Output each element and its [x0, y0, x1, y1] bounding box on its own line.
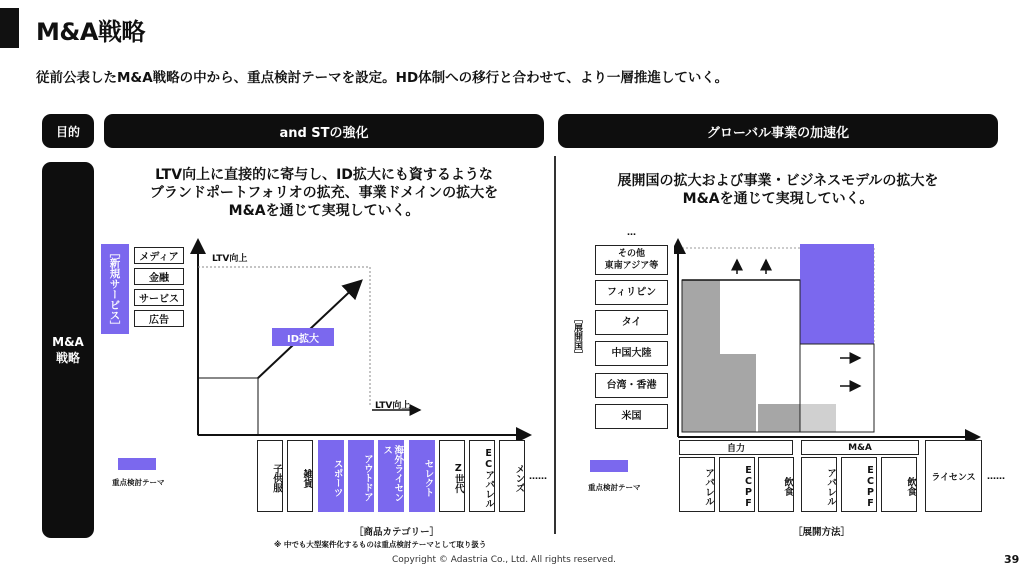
strategy-label: M&A 戦略 — [42, 162, 94, 538]
category-note: ※ 中でも大型案件化するものは重点検討テーマとして取り扱う — [274, 540, 487, 549]
category-cell: ECアパレル — [469, 440, 495, 512]
service-item: メディア — [134, 247, 184, 264]
purpose-label: 目的 — [42, 114, 94, 148]
category-cell: アウトドア — [348, 440, 374, 512]
method-cell: 飲食 — [881, 457, 917, 512]
page-number: 39 — [1004, 553, 1020, 566]
category-cell: 雑貨 — [287, 440, 313, 512]
group-self: 自力 — [679, 440, 793, 455]
right-ellipsis: …… — [987, 472, 1005, 482]
service-item: 金融 — [134, 268, 184, 285]
country-cell: 台湾・香港 — [595, 373, 668, 398]
left-legend-label: 重点検討テーマ — [112, 478, 165, 487]
country-cell: 米国 — [595, 404, 668, 429]
method-license: ライセンス — [925, 440, 982, 512]
category-cell: 子供服 — [257, 440, 283, 512]
right-header: グローバル事業の加速化 — [558, 114, 998, 148]
new-service-label: ［新規サービス］ — [101, 244, 129, 334]
page-subtitle: 従前公表したM&A戦略の中から、重点検討テーマを設定。HD体制への移行と合わせて、より一層推進していく。 — [36, 70, 729, 86]
right-top-ellipsis: … — [627, 228, 636, 238]
right-chart — [674, 232, 986, 442]
method-cell: ECPF — [719, 457, 755, 512]
country-cell: フィリピン — [595, 280, 668, 305]
service-item: 広告 — [134, 310, 184, 327]
method-cell: 飲食 — [758, 457, 794, 512]
service-item: サービス — [134, 289, 184, 306]
page-title: M&A戦略 — [36, 18, 145, 46]
method-cell: アパレル — [679, 457, 715, 512]
method-cell: ECPF — [841, 457, 877, 512]
y-axis-label: LTV向上 — [212, 254, 248, 264]
copyright: Copyright © Adastria Co., Ltd. All rights reserved. — [392, 555, 617, 565]
category-cell: メンズ — [499, 440, 525, 512]
country-cell: 中国大陸 — [595, 341, 668, 366]
right-description: 展開国の拡大および事業・ビジネスモデルの拡大を M&Aを通じて実現していく。 — [617, 173, 939, 207]
left-ellipsis: …… — [529, 472, 547, 482]
category-cell: セレクト — [409, 440, 435, 512]
method-title: ［展開方法］ — [793, 527, 851, 538]
group-ma: M&A — [801, 440, 919, 455]
category-cell: 海外ライセンス — [378, 440, 404, 512]
right-legend-swatch — [590, 460, 628, 472]
title-accent-bar — [0, 8, 19, 48]
left-description: LTV向上に直接的に寄与し、ID拡大にも資するような ブランドポートフォリオの拡充、事業ドメインの拡大を M&Aを通じて実現していく。 — [149, 167, 499, 219]
column-divider — [554, 156, 556, 534]
base-box — [198, 378, 258, 435]
left-header: and STの強化 — [104, 114, 544, 148]
category-cell: スポーツ — [318, 440, 344, 512]
category-cell: Z世代 — [439, 440, 465, 512]
country-axis-title: ［展開国］ — [572, 314, 582, 359]
category-title: ［商品カテゴリー］ — [354, 527, 440, 538]
country-cell: その他 東南アジア等 — [595, 245, 668, 275]
left-legend-swatch — [118, 458, 156, 470]
country-cell: タイ — [595, 310, 668, 335]
x-axis-label: LTV向上 — [375, 401, 411, 411]
right-legend-label: 重点検討テーマ — [588, 483, 641, 492]
id-expansion-badge: ID拡大 — [272, 328, 334, 346]
method-cell: アパレル — [801, 457, 837, 512]
